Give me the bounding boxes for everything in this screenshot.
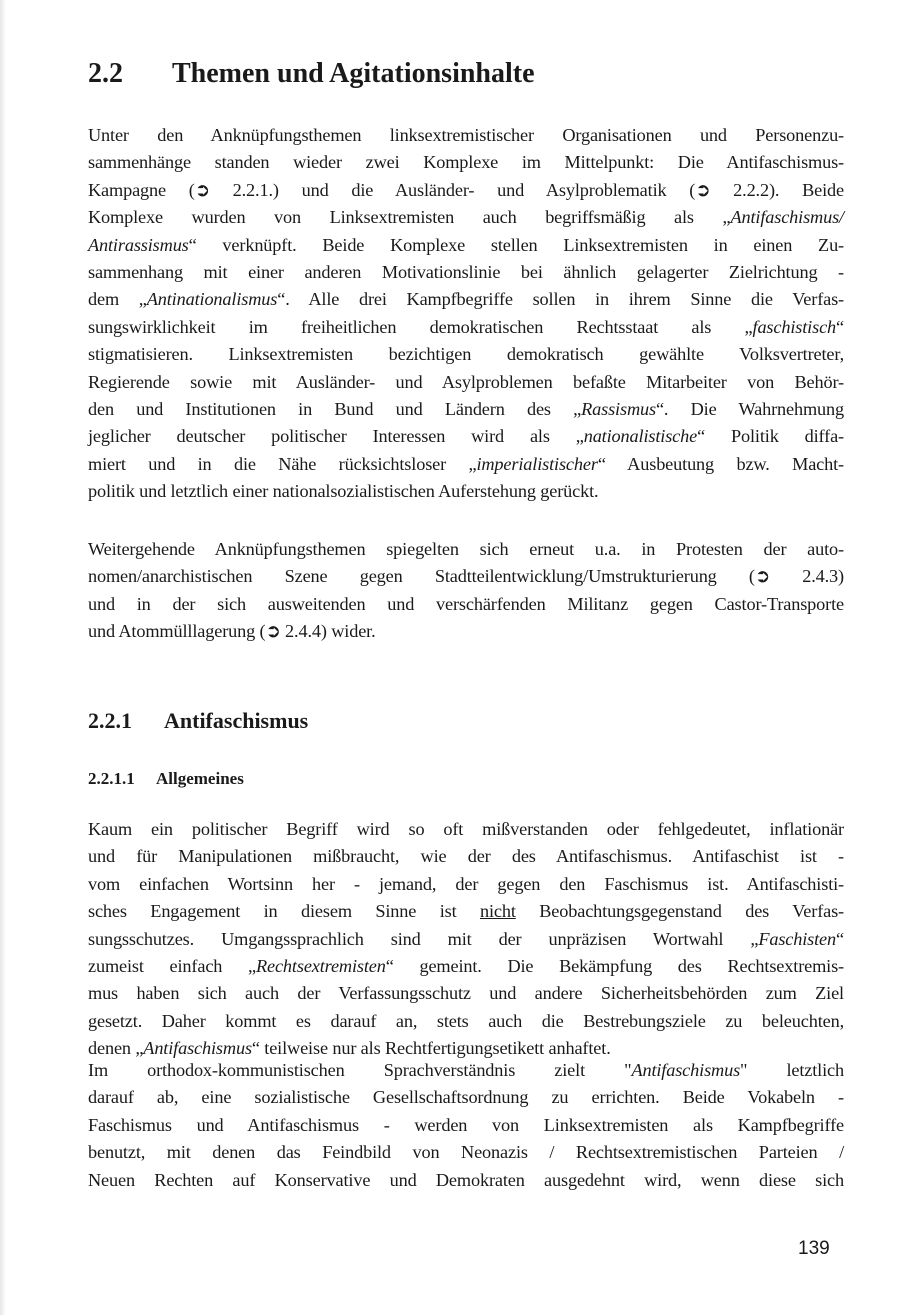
text-segment: und Atommülllagerung (➲ 2.4.4) wider. (88, 621, 376, 642)
text-segment: “ teilweise nur als Rechtfertigungsetikett anhaftet. (251, 1038, 611, 1059)
text-segment: und für Manipulationen mißbraucht, wie der des Antifaschismus. Antifaschist ist - (88, 846, 844, 867)
text-line (88, 122, 844, 149)
section-heading (88, 58, 535, 90)
subsubsection-heading (88, 769, 244, 789)
text-segment: Kaum ein politischer Begriff wird so oft mißverstanden oder fehlgedeutet, inflationär (88, 819, 844, 839)
text-segment: “ Ausbeutung bzw. Macht- (597, 453, 844, 474)
text-line (88, 451, 844, 478)
text-segment: denen „ (88, 1038, 144, 1059)
subsubsection-number: 2.2.1.1 (88, 769, 135, 788)
page-number: 139 (798, 1238, 830, 1259)
text-segment: zumeist einfach „ (88, 955, 256, 976)
text-line (88, 396, 844, 423)
underlined-word: nicht (479, 901, 516, 922)
text-line (88, 314, 844, 341)
text-line (88, 1057, 844, 1084)
text-segment: Im orthodox-kommunistischen Sprachverständnis zielt " (88, 1060, 632, 1080)
text-line (88, 1112, 844, 1139)
text-segment: dem „ (88, 289, 147, 310)
text-segment: politik und letztlich einer nationalsozialistischen Auferstehung gerückt. (88, 481, 599, 502)
text-segment: benutzt, mit denen das Feindbild von Neonazis / Rechtsextremistischen Parteien / (88, 1142, 844, 1163)
text-segment: Komplexe wurden von Linksextremisten auch begriffsmäßig als „ (88, 207, 731, 228)
text-segment: darauf ab, eine sozialistische Gesellschaftsordnung zu errichten. Beide Vokabeln - (88, 1087, 844, 1108)
text-line (88, 1139, 844, 1166)
italic-term: Rassismus (581, 398, 656, 419)
text-line (88, 591, 844, 618)
text-line (88, 232, 844, 259)
text-line (88, 926, 844, 953)
text-segment: sches Engagement in diesem Sinne ist (88, 901, 480, 922)
text-segment: gesetzt. Daher kommt es darauf an, stets auch die Bestrebungsziele zu beleuchten, (88, 1010, 844, 1031)
text-line (88, 286, 844, 313)
text-line (88, 1008, 844, 1035)
italic-term: imperialistischer (476, 453, 598, 474)
text-line (88, 204, 844, 231)
scan-edge-shadow (0, 0, 6, 1315)
text-segment: “ verknüpft. Beide Komplexe stellen Linksextremisten in einen Zu- (188, 234, 844, 255)
text-line (88, 536, 844, 563)
text-segment: Regierende sowie mit Ausländer- und Asylproblemen befaßte Mitarbeiter von Behör- (88, 371, 844, 392)
text-line (88, 843, 844, 870)
text-segment: vom einfachen Wortsinn her - jemand, der gegen den Faschismus ist. Antifaschisti- (88, 873, 844, 894)
italic-term: nationalistische (583, 426, 698, 447)
text-line (88, 898, 844, 925)
text-segment: Unter den Anknüpfungsthemen linksextremistischer Organisationen und Personenzu- (88, 125, 844, 145)
paragraph (88, 1057, 844, 1194)
section-title: Themen und Agitationsinhalte (172, 58, 535, 89)
text-segment: nomen/anarchistischen Szene gegen Stadtteilentwicklung/Umstrukturierung (➲ 2.4.3) (88, 566, 844, 587)
text-segment: sammenhänge standen wieder zwei Komplexe im Mittelpunkt: Die Antifaschismus- (88, 152, 844, 173)
text-line (88, 1084, 844, 1111)
text-line (88, 259, 844, 286)
text-segment: Beobachtungsgegenstand des Verfas- (515, 901, 844, 922)
text-line (88, 816, 844, 843)
text-line (88, 149, 844, 176)
italic-term: Rechtsextremisten (255, 955, 386, 976)
paragraph (88, 122, 844, 505)
text-line (88, 177, 844, 204)
subsubsection-title: Allgemeines (156, 769, 244, 788)
text-line (88, 478, 844, 505)
text-segment: miert und in die Nähe rücksichtsloser „ (88, 453, 477, 474)
italic-term: faschistisch (752, 316, 837, 337)
text-segment: “ (836, 928, 844, 949)
text-segment: und in der sich ausweitenden und verschärfenden Militanz gegen Castor-Transporte (88, 593, 844, 614)
italic-term: Antifaschismus (631, 1060, 741, 1080)
text-segment: stigmatisieren. Linksextremisten bezichtigen demokratisch gewählte Volksvertreter, (88, 344, 844, 365)
paragraph (88, 536, 844, 646)
subsection-heading (88, 708, 308, 734)
text-line (88, 871, 844, 898)
text-line (88, 1167, 844, 1194)
subsection-number: 2.2.1 (88, 708, 132, 733)
text-segment: “ gemeint. Die Bekämpfung des Rechtsextremis- (385, 955, 844, 976)
text-segment: sammenhang mit einer anderen Motivationslinie bei ähnlich gelagerter Zielrichtung - (88, 261, 844, 282)
text-line (88, 341, 844, 368)
text-segment: den und Institutionen in Bund und Ländern des „ (88, 398, 582, 419)
text-segment: Kampagne (➲ 2.2.1.) und die Ausländer- und Asylproblematik (➲ 2.2.2). Beide (88, 179, 844, 200)
text-segment: mus haben sich auch der Verfassungsschutz und andere Sicherheitsbehörden zum Ziel (88, 983, 844, 1004)
text-line (88, 563, 844, 590)
section-number: 2.2 (88, 58, 123, 89)
italic-term: Antirassismus (88, 234, 189, 255)
text-segment: sungswirklichkeit im freiheitlichen demokratischen Rechtsstaat als „ (88, 316, 753, 337)
subsection-title: Antifaschismus (164, 708, 309, 733)
text-segment: Weitergehende Anknüpfungsthemen spiegelten sich erneut u.a. in Protesten der auto- (88, 539, 844, 559)
text-segment: “. Die Wahrnehmung (655, 398, 844, 419)
text-segment: “. Alle drei Kampfbegriffe sollen in ihrem Sinne die Verfas- (277, 289, 844, 310)
text-line (88, 423, 844, 450)
text-segment: " letztlich (740, 1060, 844, 1080)
italic-term: Faschisten (758, 928, 837, 949)
text-segment: “ (836, 316, 844, 337)
text-line (88, 953, 844, 980)
italic-term: Antifaschismus/ (730, 207, 844, 228)
italic-term: Antifaschismus (143, 1038, 252, 1059)
italic-term: Antinationalismus (146, 289, 278, 310)
text-segment: Faschismus und Antifaschismus - werden von Linksextremisten als Kampfbegriffe (88, 1114, 844, 1135)
text-line (88, 618, 844, 645)
text-line (88, 980, 844, 1007)
text-segment: sungsschutzes. Umgangssprachlich sind mit der unpräzisen Wortwahl „ (88, 928, 759, 949)
text-segment: Neuen Rechten auf Konservative und Demokraten ausgedehnt wird, wenn diese sich (88, 1169, 844, 1190)
text-segment: jeglicher deutscher politischer Interessen wird als „ (88, 426, 584, 447)
text-segment: “ Politik diffa- (697, 426, 844, 447)
paragraph (88, 816, 844, 1063)
text-line (88, 369, 844, 396)
